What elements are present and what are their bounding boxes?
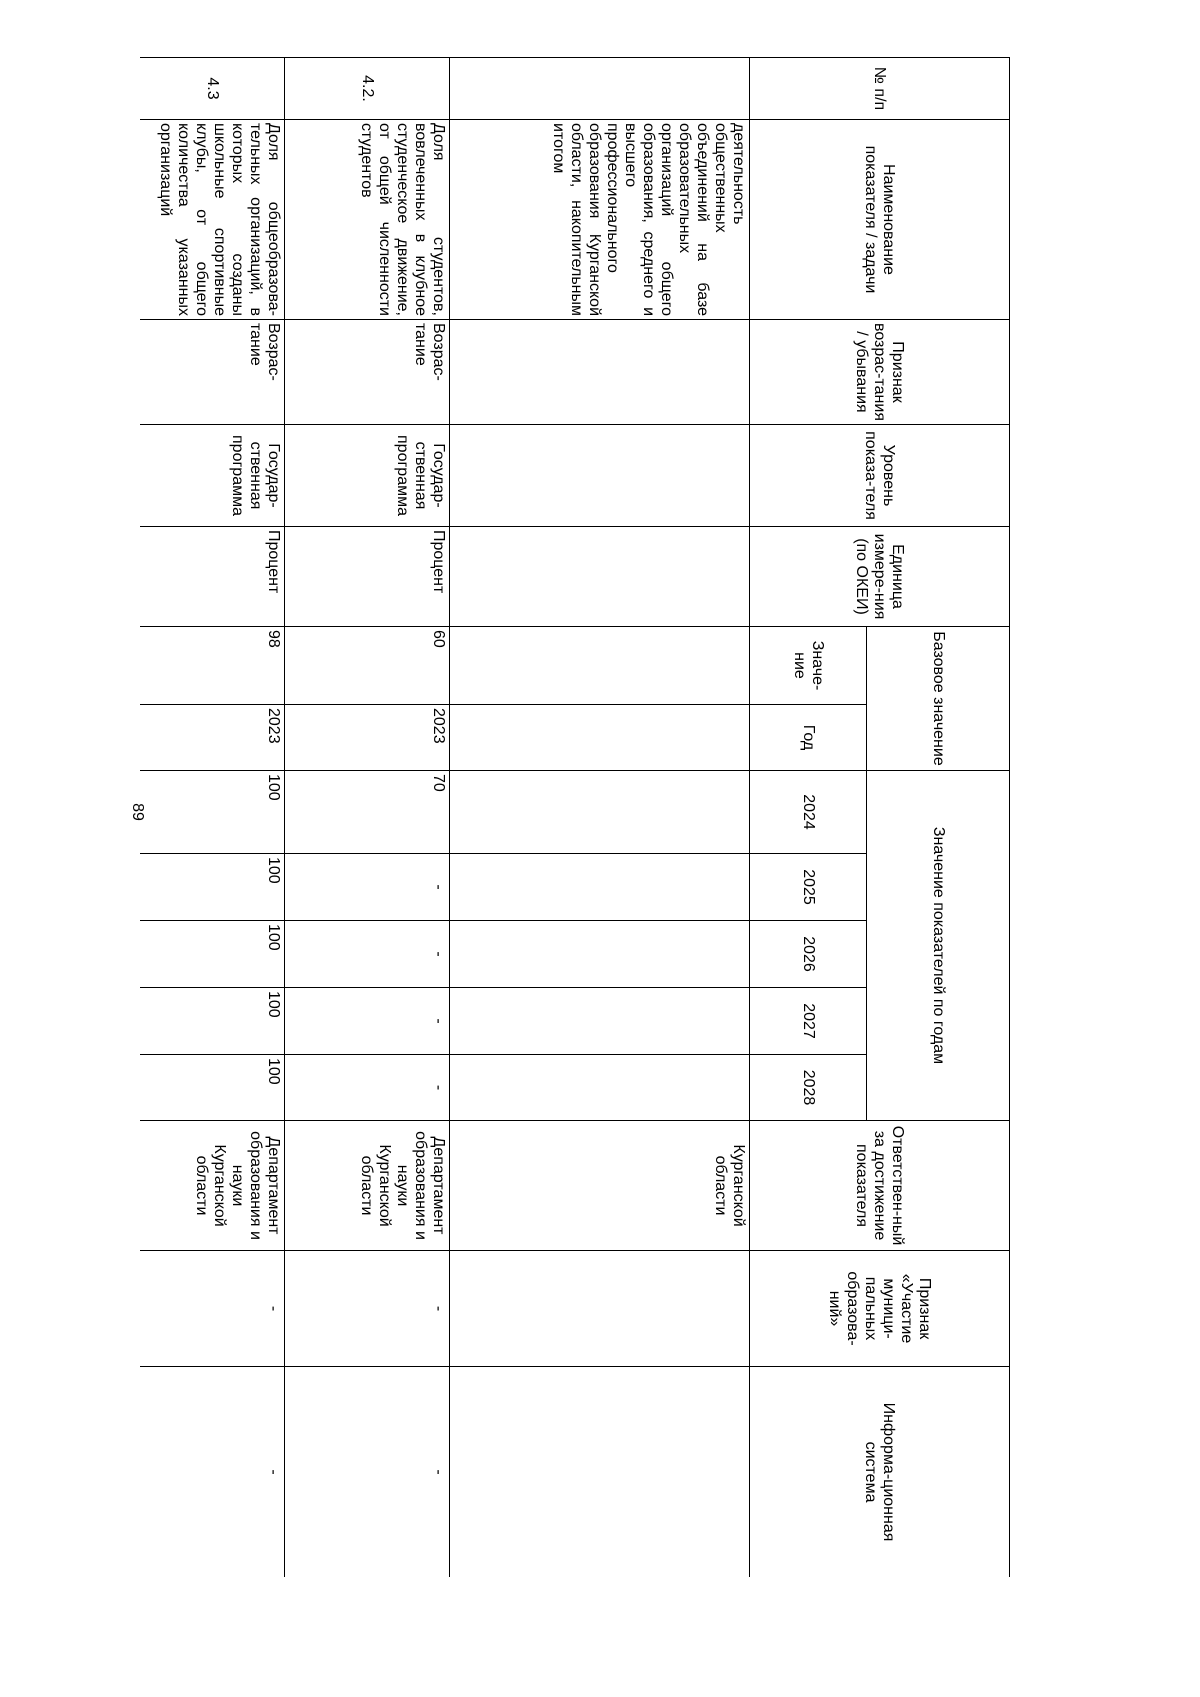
table-row: [450, 58, 750, 1578]
header-responsible: Ответствен-ный за достижение показателя: [750, 1121, 1010, 1251]
header-base-year: Год: [750, 705, 867, 771]
row-unit: [450, 527, 750, 627]
rotated-content: [140, 57, 1010, 1577]
row-value: 100: [140, 921, 285, 988]
row-value: [450, 1055, 750, 1121]
header-unit: Единица измере-ния (по ОКЕИ): [750, 527, 1010, 627]
row-level: Государ-ственная программа: [285, 425, 450, 527]
row-responsible: Департамент образования и науки Курганской области: [285, 1121, 450, 1251]
header-name: Наименование показателя / задачи: [750, 120, 1010, 320]
header-year: 2025: [750, 854, 867, 921]
header-municipal: Признак «Участие муници-пальных образова-ний»: [750, 1251, 1010, 1367]
row-unit: Процент: [140, 527, 285, 627]
table-row: [140, 58, 285, 1578]
row-responsible: Курганской области: [450, 1121, 750, 1251]
row-value: -: [285, 1055, 450, 1121]
row-info-system: [450, 1367, 750, 1577]
header-level: Уровень показа-теля: [750, 425, 1010, 527]
row-base-year: 2023: [285, 705, 450, 771]
row-value: -: [285, 854, 450, 921]
row-value: 100: [140, 988, 285, 1055]
row-value: [450, 854, 750, 921]
row-value: -: [285, 988, 450, 1055]
header-by-years: Значение показателей по годам: [867, 771, 1010, 1121]
header-year: 2027: [750, 988, 867, 1055]
row-trend: [450, 320, 750, 425]
indicators-table: [140, 57, 1010, 1577]
row-value: 100: [140, 771, 285, 854]
rotated-page: [140, 57, 1010, 1577]
row-level: [450, 425, 750, 527]
row-value: -: [285, 921, 450, 988]
row-base-value: 98: [140, 627, 285, 705]
row-value: [450, 988, 750, 1055]
row-num: 4.2.: [285, 58, 450, 120]
row-num: 4.3: [140, 58, 285, 120]
header-base: Базовое значение: [867, 627, 1010, 771]
header-year: 2024: [750, 771, 867, 854]
row-info-system: -: [140, 1367, 285, 1577]
row-value: [450, 921, 750, 988]
header-info-system: Информа-ционная система: [750, 1367, 1010, 1577]
row-base-year: 2023: [140, 705, 285, 771]
row-value: [450, 771, 750, 854]
row-responsible: Департамент образования и науки Курганской области: [140, 1121, 285, 1251]
row-name: Доля студентов, вовлеченных в клубное студенческое движение, от общей численности студентов: [285, 120, 450, 320]
header-num: № п/п: [750, 58, 1010, 120]
page-number: 89: [129, 803, 146, 821]
row-base-value: [450, 627, 750, 705]
row-base-year: [450, 705, 750, 771]
header-year: 2028: [750, 1055, 867, 1121]
row-value: 100: [140, 1055, 285, 1121]
row-value: 70: [285, 771, 450, 854]
row-trend: Возрас-тание: [140, 320, 285, 425]
row-name: деятельность общественных объединений на базе образовательных организаций общего образования, среднего и высшего профессионального образования Курганской области, накопительным итогом: [450, 120, 750, 320]
header-trend: Признак возрас-тания / убывания: [750, 320, 1010, 425]
row-municipal: -: [140, 1251, 285, 1367]
row-unit: Процент: [285, 527, 450, 627]
row-base-value: 60: [285, 627, 450, 705]
row-num: [450, 58, 750, 120]
header-year: 2026: [750, 921, 867, 988]
row-trend: Возрас-тание: [285, 320, 450, 425]
row-info-system: -: [285, 1367, 450, 1577]
row-level: Государ-ственная программа: [140, 425, 285, 527]
header-base-value: Значе-ние: [750, 627, 867, 705]
row-municipal: -: [285, 1251, 450, 1367]
row-value: 100: [140, 854, 285, 921]
table-row: [285, 58, 450, 1578]
row-name: Доля общеобразова-тельных организаций, в которых созданы школьные спортивные клубы, от общего количества указанных организаций: [140, 120, 285, 320]
row-municipal: [450, 1251, 750, 1367]
